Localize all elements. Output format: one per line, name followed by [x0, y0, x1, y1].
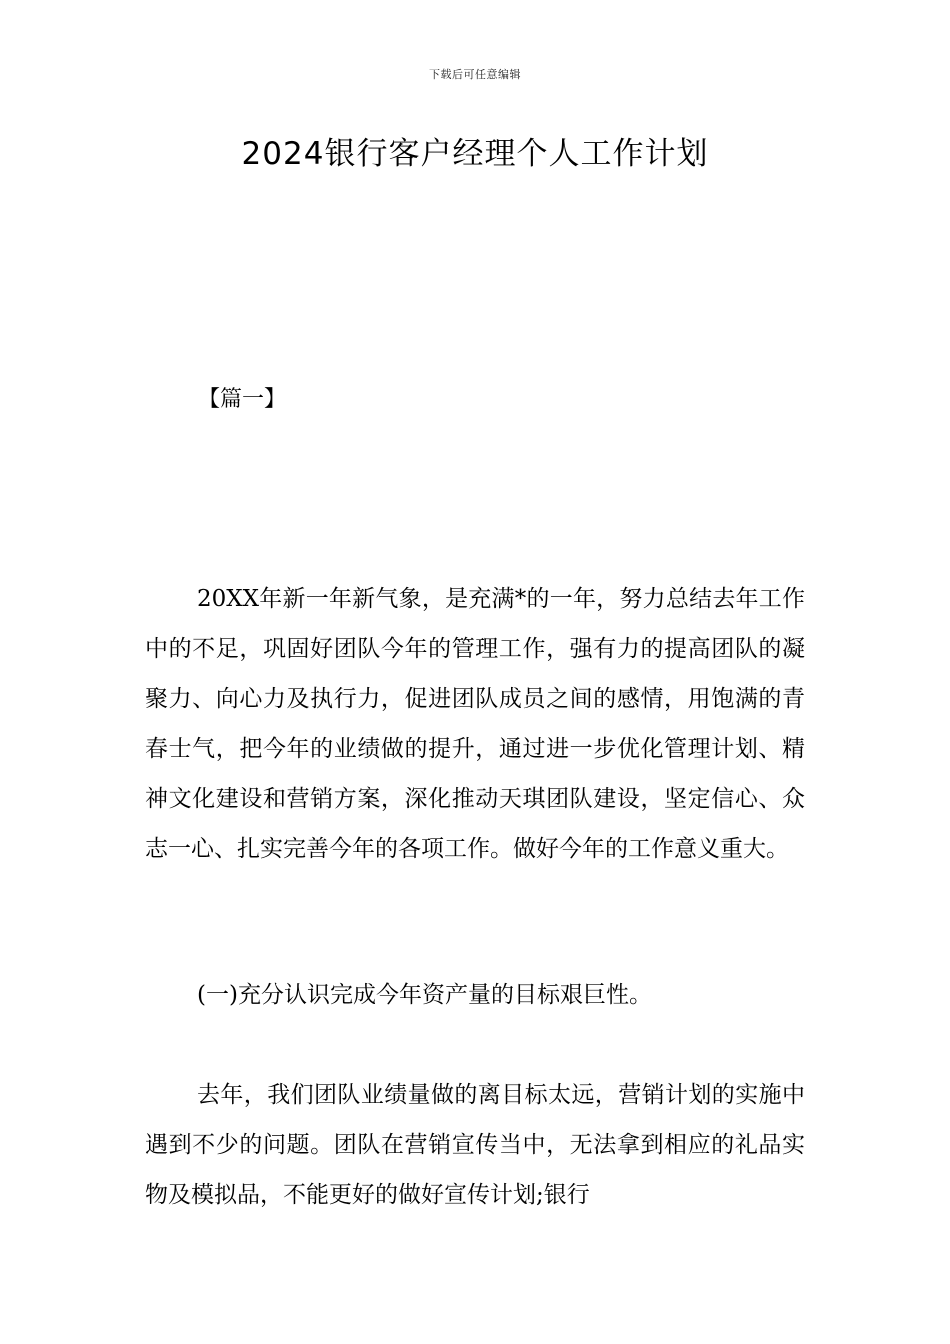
paragraph-subheading: (一)充分认识完成今年资产量的目标艰巨性。: [197, 982, 652, 1008]
paragraph-review: 去年，我们团队业绩量做的离目标太远，营销计划的实施中遇到不少的问题。团队在营销宣传当中，无法拿到相应的礼品实物及模拟品，不能更好的做好宣传计划;银行: [145, 1082, 805, 1208]
paragraph-intro: 20XX年新一年新气象，是充满*的一年，努力总结去年工作中的不足，巩固好团队今年的管理工作，强有力的提高团队的凝聚力、向心力及执行力，促进团队成员之间的感情，用饱满的青春士气，把今年的业绩做的提升，通过进一步优化管理计划、精神文化建设和营销方案，深化推动天琪团队建设，坚定信心、众志一心、扎实完善今年的各项工作。做好今年的工作意义重大。: [145, 586, 805, 862]
header-note: 下载后可任意编辑: [429, 68, 521, 81]
section-label: 【篇一】: [198, 387, 287, 412]
document-title: 2024银行客户经理个人工作计划: [241, 136, 709, 172]
